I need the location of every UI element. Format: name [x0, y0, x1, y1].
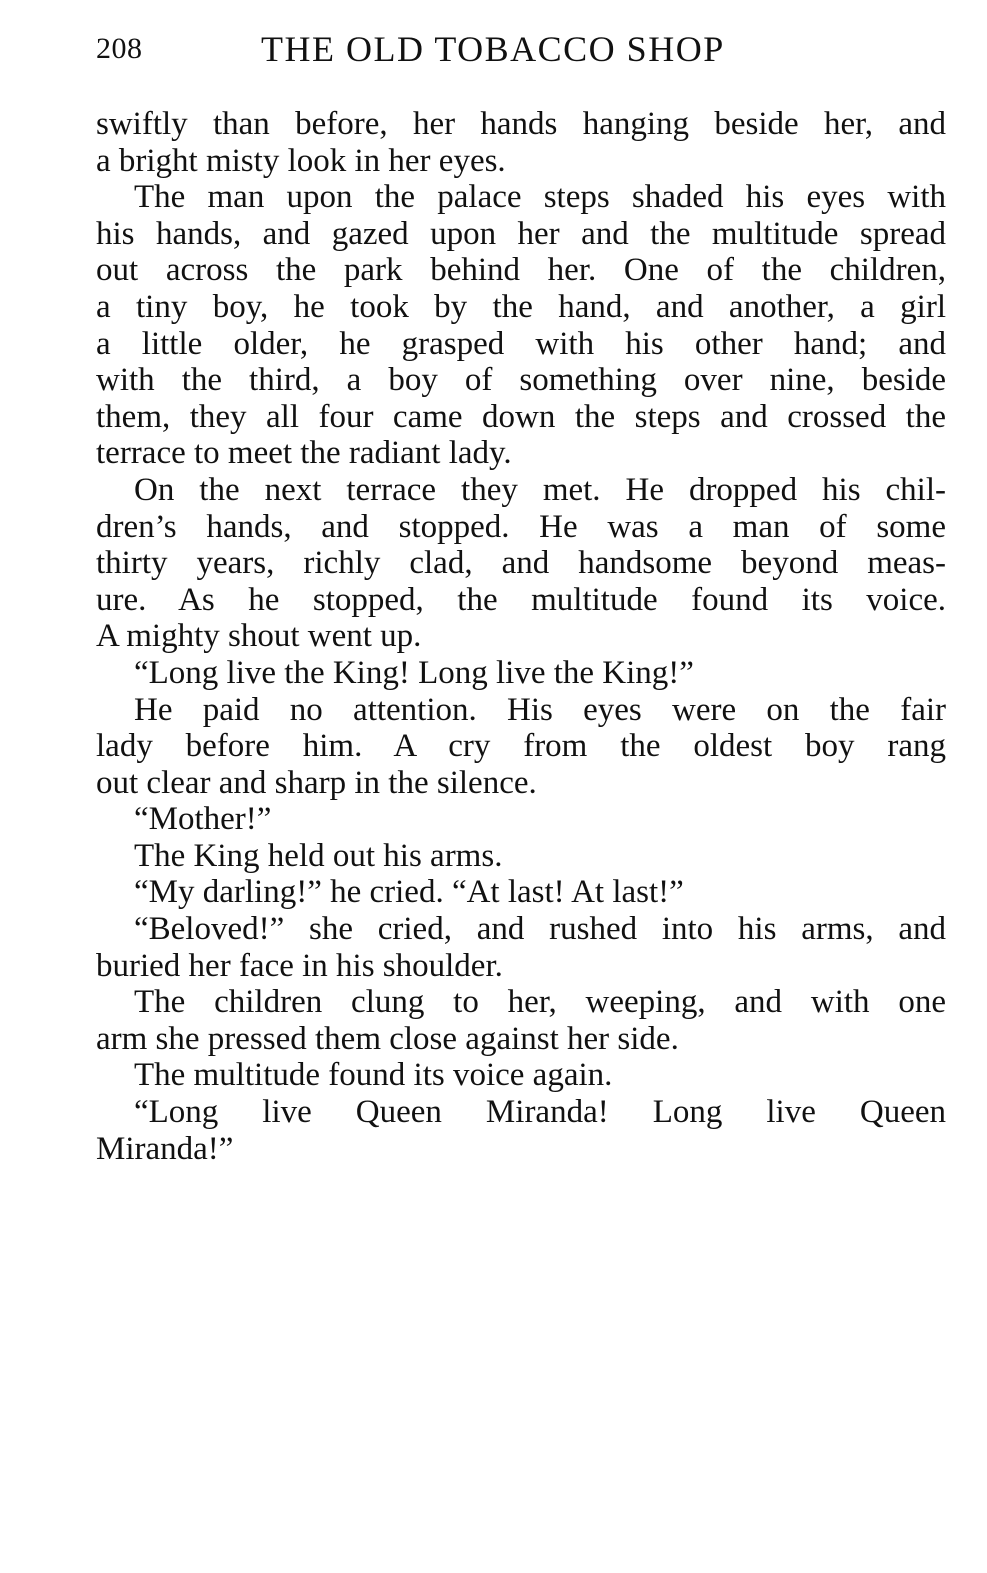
text-line: A mighty shout went up. — [96, 618, 422, 655]
text-line: his hands, and gazed upon her and the multitude spread — [96, 215, 946, 252]
page-header — [96, 28, 946, 72]
text-line: ure. As he stopped, the multitude found its voice. — [96, 581, 946, 618]
page-number: 208 — [96, 32, 143, 65]
text-line: buried her face in his shoulder. — [96, 947, 503, 984]
text-line: “Beloved!” she cried, and rushed into his arms, and — [134, 911, 946, 948]
text-line: The King held out his arms. — [134, 837, 503, 874]
text-line: dren’s hands, and stopped. He was a man of some — [96, 508, 946, 545]
text-line: “My darling!” he cried. “At last! At last!” — [134, 874, 684, 911]
text-line: swiftly than before, her hands hanging beside her, and — [96, 106, 946, 142]
text-line: “Long live Queen Miranda! Long live Queen — [134, 1094, 946, 1131]
body-text — [96, 106, 946, 1167]
text-line: a little older, he grasped with his other hand; and — [96, 325, 946, 362]
text-line: a tiny boy, he took by the hand, and another, a girl — [96, 288, 946, 325]
text-line: with the third, a boy of something over nine, beside — [96, 362, 946, 399]
text-line: The man upon the palace steps shaded his eyes with — [134, 179, 946, 216]
text-line: them, they all four came down the steps and crossed the — [96, 398, 946, 435]
text-line: out across the park behind her. One of the children, — [96, 252, 946, 289]
text-line: out clear and sharp in the silence. — [96, 764, 537, 801]
text-line: “Mother!” — [134, 801, 272, 838]
text-line: terrace to meet the radiant lady. — [96, 435, 512, 472]
text-line: thirty years, richly clad, and handsome beyond meas- — [96, 545, 946, 582]
text-line: arm she pressed them close against her side. — [96, 1020, 679, 1057]
text-line: a bright misty look in her eyes. — [96, 142, 506, 179]
text-line: “Long live the King! Long live the King!” — [134, 654, 694, 691]
running-head: THE OLD TOBACCO SHOP — [261, 29, 725, 69]
text-line: He paid no attention. His eyes were on the fair — [134, 691, 946, 728]
text-line: lady before him. A cry from the oldest boy rang — [96, 728, 946, 765]
text-line: On the next terrace they met. He dropped his chil- — [134, 471, 946, 508]
text-line: The multitude found its voice again. — [134, 1057, 613, 1094]
text-line: Miranda!” — [96, 1130, 234, 1167]
text-line: The children clung to her, weeping, and with one — [134, 984, 946, 1021]
